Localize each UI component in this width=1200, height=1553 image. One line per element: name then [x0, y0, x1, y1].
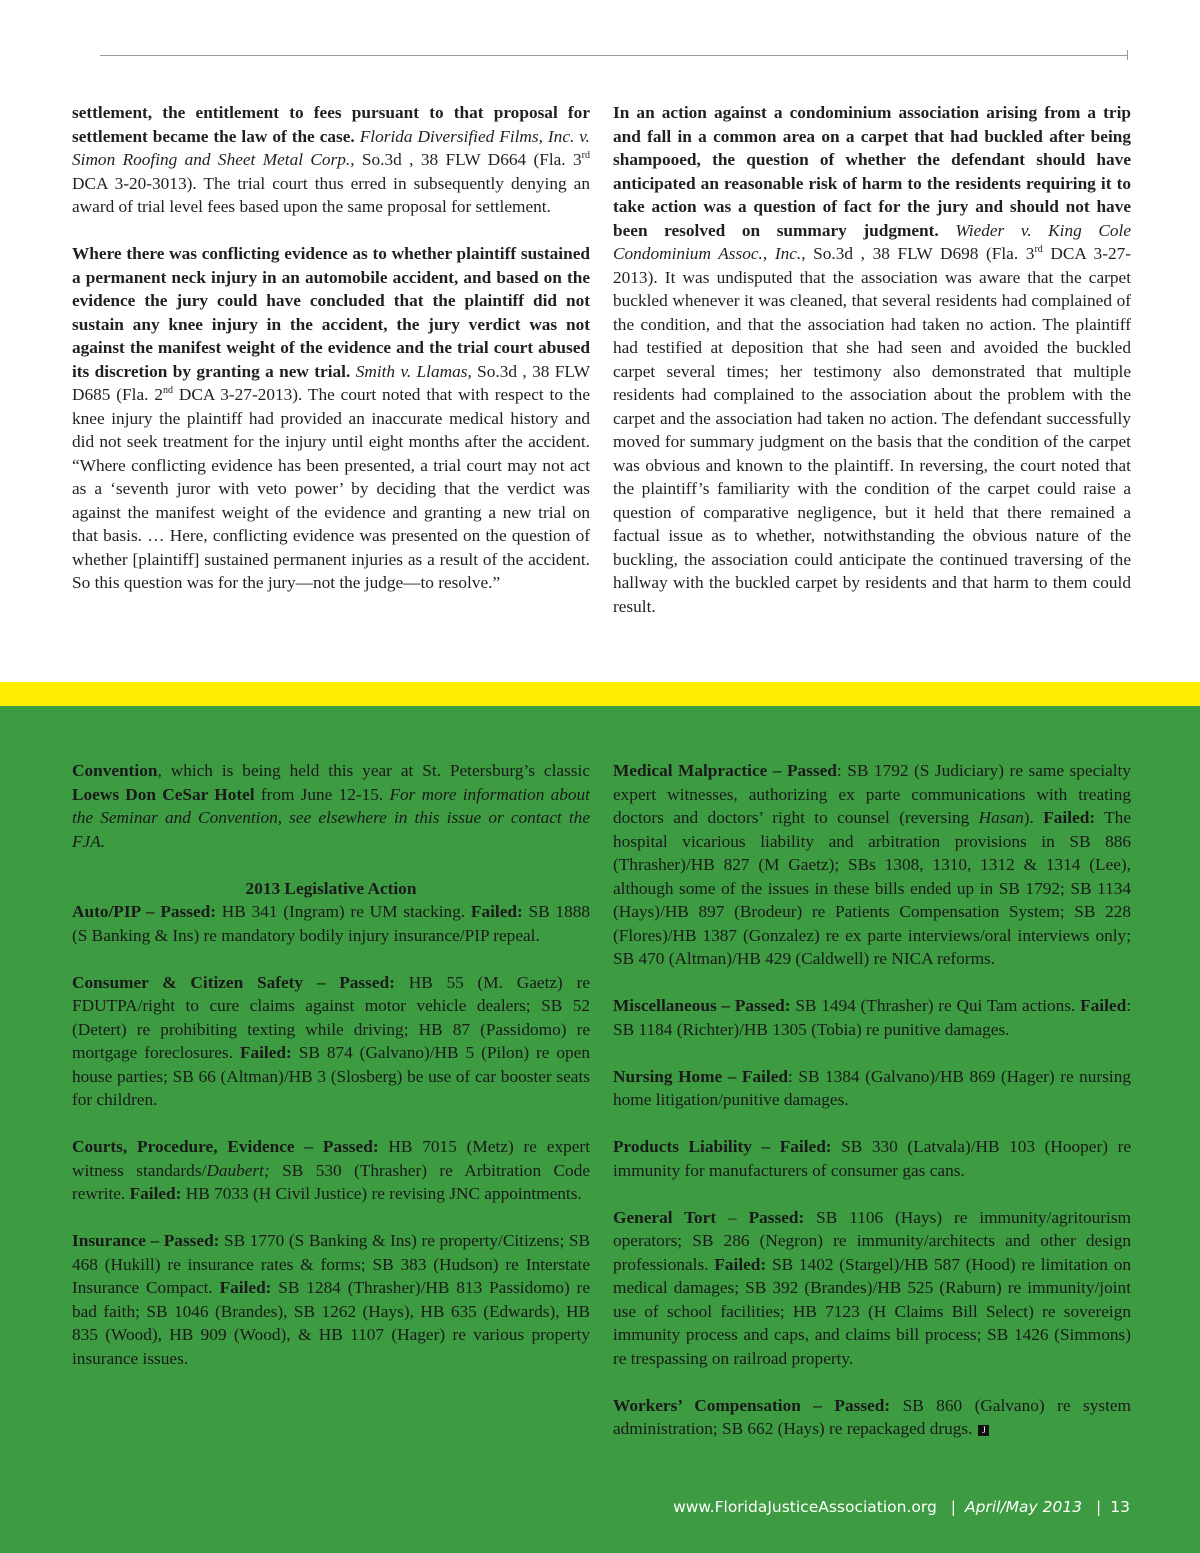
- header-rule: [100, 55, 1128, 56]
- bottom-right-column: [613, 759, 1131, 1464]
- footer-separator: |: [950, 1498, 957, 1516]
- footer-separator: |: [1096, 1498, 1102, 1516]
- paragraph-new-trial: Where there was conflicting evidence as to whether plaintiff sustained a permanent neck injury in an automobile accident, and based on the evidence the jury could have concluded that the plaintiff did not sustain any knee injury in the accident, the jury verdict was not against the manifest weight of the evidence and the trial court abused its discretion by granting a new trial. Smith v. Llamas, So.3d , 38 FLW D685 (Fla. 2nd DCA 3-27-2013). The court noted that with respect to the knee injury the plaintiff had provided an inaccurate medical history and did not seek treatment for the injury until eight months after the accident. “Where conflicting evidence has been presented, a trial court may not act as a ‘seventh juror with veto power’ by deciding that the verdict was against the manifest weight of the evidence and granting a new trial on that basis. … Here, conflicting evidence was presented on the question of whether [plaintiff] sustained permanent injuries as a result of the accident. So this question was for the jury—not the judge—to resolve.”: [72, 244, 591, 592]
- end-mark-icon: J: [978, 1425, 989, 1436]
- paragraph-condominium: In an action against a condominium association arising from a trip and fall in a common area on a carpet that had buckled after being shampooed, the question of whether the defendant should have anticipated an reasonable risk of harm to the residents requiring it to take action was a question of fact for the jury and should not have been resolved on summary judgment. Wieder v. King Cole Condominium Assoc., Inc., So.3d , 38 FLW D698 (Fla. 3rd DCA 3-27-2013). It was undisputed that the association was aware that the carpet buckled whenever it was cleaned, that several residents had complained of the condition, and that the association had taken no action. The plaintiff had testified at deposition that she had seen and avoided the buckled carpet several times; her testimony also demonstrated that multiple residents had complained to the association about the problem with the carpet and the association had taken no action. The defendant successfully moved for summary judgment on the basis that the condition of the carpet was obvious and known to the plaintiff. In reversing, the court noted that the plaintiff’s familiarity with the condition of the carpet could raise a question of comparative negligence, but it held that there remained a factual issue as to whether, notwithstanding the obvious nature of the buckling, the association could anticipate the continued traversing of the hallway with the buckled carpet by residents and that harm to them could result.: [613, 103, 1131, 616]
- paragraph-auto-pip: 2013 Legislative Action Auto/PIP – Passed: HB 341 (Ingram) re UM stacking. Failed: SB 1888 (S Banking & Ins) re mandatory bodily injury insurance/PIP repeal.: [72, 878, 590, 945]
- paragraph-fees-settlement: settlement, the entitlement to fees pursuant to that proposal for settlement became the law of the case. Florida Diversified Films, Inc. v. Simon Roofing and Sheet Metal Corp., So.3d , 38 FLW D664 (Fla. 3rd DCA 3-20-3013). The trial court thus erred in subsequently denying an award of trial level fees based upon the same proposal for settlement.: [72, 103, 590, 216]
- paragraph-nursing-home: Nursing Home – Failed: SB 1384 (Galvano)/HB 869 (Hager) re nursing home litigation/punitive damages.: [613, 1066, 1131, 1109]
- top-right-column: [613, 101, 1131, 642]
- paragraph-workers-comp: Workers’ Compensation – Passed: SB 860 (Galvano) re system administration; SB 662 (Hays) re repackaged drugs. J: [613, 1395, 1131, 1438]
- paragraph-general-tort: General Tort – Passed: SB 1106 (Hays) re immunity/agritourism operators; SB 286 (Negron) re immunity/architects and other design professionals. Failed: SB 1402 (Stargel)/HB 587 (Hood) re limitation on medical damages; SB 392 (Brandes)/HB 525 (Raburn) re immunity/joint use of school facilities; HB 7123 (H Claims Bill Select) re sovereign immunity process and caps, and claims bill process; SB 1426 (Simmons) re trespassing on railroad property.: [613, 1207, 1131, 1368]
- bottom-left-column: [72, 759, 590, 1394]
- paragraph-insurance: Insurance – Passed: SB 1770 (S Banking & Ins) re property/Citizens; SB 468 (Hukill) re insurance rates & forms; SB 383 (Hudson) re Interstate Insurance Compact. Failed: SB 1284 (Thrasher)/HB 813 Passidomo) re bad faith; SB 1046 (Brandes), SB 1262 (Hays), HB 635 (Edwards), HB 835 (Wood), HB 909 (Wood), & HB 1107 (Hager) re various property insurance issues.: [72, 1231, 590, 1368]
- paragraph-medical-malpractice: Medical Malpractice – Passed: SB 1792 (S Judiciary) re same specialty expert witnesses, authorizing ex parte communications with treating doctors and doctors’ right to counsel (reversing Hasan). Failed: The hospital vicarious liability and arbitration provisions in SB 886 (Thrasher)/HB 827 (M Gaetz); SBs 1308, 1310, 1312 & 1314 (Lee), although some of the issues in these bills ended up in SB 1792; SB 1134 (Hays)/HB 897 (Brodeur) re Patients Compensation System; SB 228 (Flores)/HB 1387 (Gonzalez) re ex parte interviews/oral interviews only; SB 470 (Altman)/HB 429 (Caldwell) re NICA reforms.: [613, 761, 1131, 968]
- footer-website-link[interactable]: www.FloridaJusticeAssociation.org: [673, 1498, 937, 1516]
- yellow-band: [0, 682, 1200, 706]
- page-number: 13: [1110, 1498, 1130, 1516]
- top-left-column: [72, 101, 590, 618]
- paragraph-convention: Convention, which is being held this year at St. Petersburg’s classic Loews Don CeSar Hotel from June 12-15. For more information about the Seminar and Convention, see elsewhere in this issue or contact the FJA.: [72, 761, 590, 851]
- footer-issue: April/May 2013: [965, 1498, 1083, 1516]
- paragraph-products-liability: Products Liability – Failed: SB 330 (Latvala)/HB 103 (Hooper) re immunity for manufacturers of consumer gas cans.: [613, 1137, 1131, 1180]
- page-footer: [600, 1498, 1130, 1516]
- header-rule-end: [1127, 50, 1128, 60]
- paragraph-consumer-safety: Consumer & Citizen Safety – Passed: HB 55 (M. Gaetz) re FDUTPA/right to cure claims against motor vehicle dealers; SB 52 (Detert) re prohibiting texting while driving; HB 87 (Passidomo) re mortgage foreclosures. Failed: SB 874 (Galvano)/HB 5 (Pilon) re open house parties; SB 66 (Altman)/HB 3 (Slosberg) be use of car booster seats for children.: [72, 972, 591, 1109]
- paragraph-courts-procedure: Courts, Procedure, Evidence – Passed: HB 7015 (Metz) re expert witness standards/Daubert; SB 530 (Thrasher) re Arbitration Code rewrite. Failed: HB 7033 (H Civil Justice) re revising JNC appointments.: [72, 1137, 590, 1203]
- section-heading: 2013 Legislative Action: [245, 878, 417, 898]
- paragraph-miscellaneous: Miscellaneous – Passed: SB 1494 (Thrasher) re Qui Tam actions. Failed: SB 1184 (Richter)/HB 1305 (Tobia) re punitive damages.: [613, 996, 1131, 1039]
